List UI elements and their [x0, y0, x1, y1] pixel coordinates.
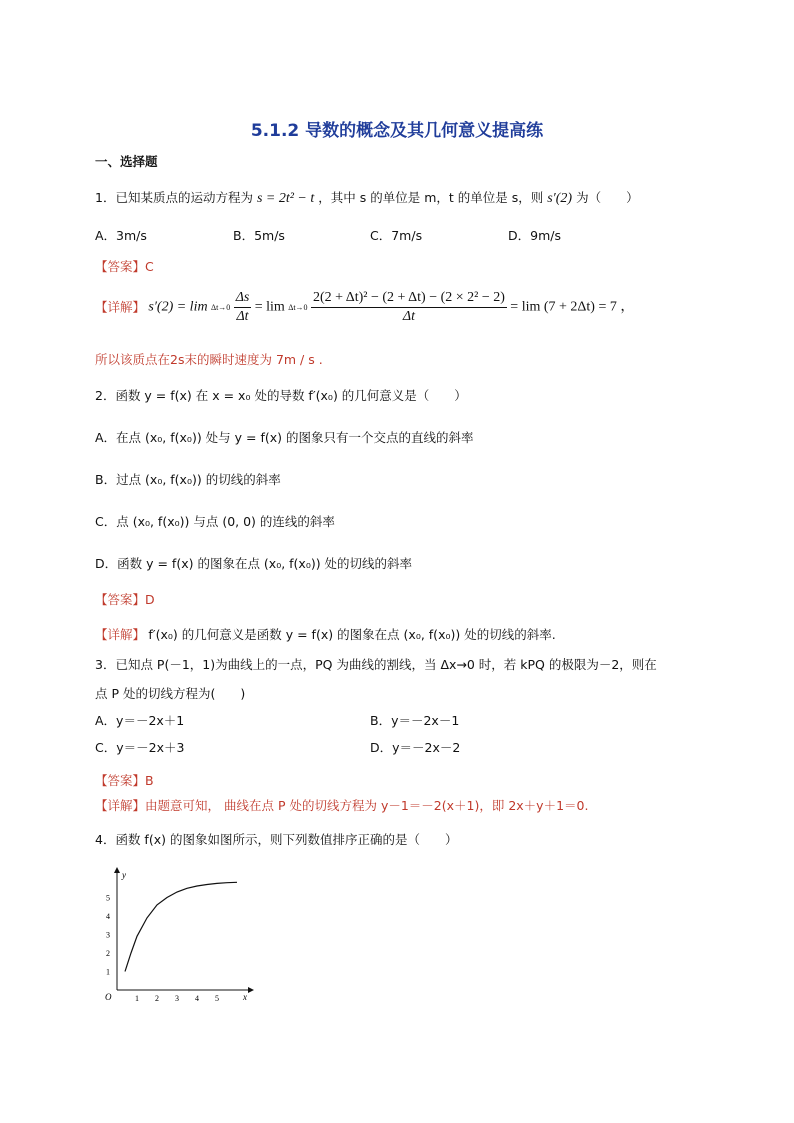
- x-tick-label: 3: [175, 994, 179, 1003]
- q3-option-b: B．y＝－2x－1: [370, 713, 460, 728]
- q3-answer-value: B: [145, 773, 154, 788]
- question-4-stem: 4．函数 f(x) 的图象如图所示，则下列数值排序正确的是（ ）: [95, 832, 458, 847]
- q1-frac1-num: Δs: [234, 290, 252, 308]
- q1-option-a: A．3m/s: [95, 228, 147, 243]
- question-1-stem: [95, 188, 639, 207]
- graph-axes: [117, 868, 253, 990]
- q2-answer-label: 【答案】: [95, 592, 146, 607]
- q1-answer-value: C: [145, 259, 154, 274]
- q2-option-a: A．在点 (x₀, f(x₀)) 处与 y = f(x) 的图象只有一个交点的直线的斜率: [95, 430, 474, 445]
- q1-frac2-num: 2(2 + Δt)² − (2 + Δt) − (2 × 2² − 2): [311, 290, 507, 308]
- q1-answer-label: 【答案】: [95, 259, 146, 274]
- q1-stem-b: ，其中 s 的单位是 m，t 的单位是 s，则: [318, 190, 544, 205]
- graph-x-label: x: [243, 992, 247, 1002]
- q1-option-d: D．9m/s: [508, 228, 561, 243]
- graph-origin-label: O: [105, 992, 112, 1002]
- x-tick-label: 1: [135, 994, 139, 1003]
- q3-answer: [95, 771, 154, 789]
- q1-conclusion: 所以该质点在2s末的瞬时速度为 7m / s .: [95, 352, 323, 367]
- q1-option-b: B．5m/s: [233, 228, 285, 243]
- function-graph: [95, 862, 265, 1012]
- graph-y-label: y: [122, 870, 126, 880]
- q1-lim-sub-2: Δt→0: [288, 302, 308, 312]
- y-tick-label: 5: [106, 893, 110, 903]
- q1-fraction-2: [311, 290, 507, 325]
- q1-frac1-den: Δt: [236, 309, 249, 324]
- section-heading: 一、选择题: [95, 154, 158, 169]
- q1-eq2: = lim: [254, 299, 285, 315]
- q3-answer-label: 【答案】: [95, 773, 146, 788]
- q2-option-b: B．过点 (x₀, f(x₀)) 的切线的斜率: [95, 472, 281, 487]
- q3-detail-label: 【详解】: [95, 798, 146, 813]
- q3-option-c: C．y＝－2x＋3: [95, 740, 185, 755]
- y-tick-label: 3: [106, 930, 110, 940]
- x-tick-label: 4: [195, 994, 199, 1003]
- page-title: 5.1.2 导数的概念及其几何意义提高练: [250, 121, 544, 141]
- q3-option-a: A．y＝－2x＋1: [95, 713, 185, 728]
- q2-answer-value: D: [145, 592, 155, 607]
- x-tick-label: 5: [215, 994, 219, 1003]
- q2-option-c: C．点 (x₀, f(x₀)) 与点 (0, 0) 的连线的斜率: [95, 514, 335, 529]
- question-3-stem-line-1: 3．已知点 P(－1，1)为曲线上的一点，PQ 为曲线的割线，当 Δx→0 时，若 kPQ 的极限为－2，则在: [95, 657, 657, 672]
- q3-detail-text: 由题意可知， 曲线在点 P 处的切线方程为 y－1＝－2(x＋1)，即 2x＋y＋1＝0.: [145, 798, 589, 813]
- q1-stem-a: 1．已知某质点的运动方程为: [95, 190, 253, 205]
- q3-detail: [95, 796, 588, 814]
- q1-target: s′(2): [547, 191, 573, 206]
- q3-option-d: D．y＝－2x－2: [370, 740, 461, 755]
- q1-answer: [95, 257, 154, 275]
- q1-detail-lhs: s′(2) = lim: [148, 299, 208, 315]
- q2-answer: [95, 590, 155, 608]
- q1-lim-sub-1: Δt→0: [210, 302, 231, 312]
- q1-frac2-den: Δt: [402, 309, 415, 324]
- q1-eq3: = lim (7 + 2Δt) = 7 ，: [510, 299, 635, 315]
- q2-detail-text: f′(x₀) 的几何意义是函数 y = f(x) 的图象在点 (x₀, f(x₀)) 处的切线的斜率.: [148, 627, 556, 642]
- q1-option-c: C．7m/s: [370, 228, 423, 243]
- q2-option-d: D．函数 y = f(x) 的图象在点 (x₀, f(x₀)) 处的切线的斜率: [95, 556, 413, 571]
- q1-stem-c: 为（ ）: [576, 190, 639, 205]
- question-3-stem-line-2: 点 P 处的切线方程为( ): [95, 686, 246, 701]
- q2-detail-label: 【详解】: [95, 627, 146, 642]
- graph-ticks: [106, 894, 219, 1004]
- q1-detail-label: 【详解】: [95, 299, 146, 315]
- y-tick-label: 4: [106, 912, 110, 921]
- q1-detail: [95, 290, 634, 325]
- function-curve: [125, 882, 237, 971]
- x-tick-label: 2: [155, 994, 159, 1003]
- y-tick-label: 2: [106, 949, 110, 958]
- q1-formula: s = 2t² − t: [256, 191, 315, 206]
- y-tick-label: 1: [106, 967, 110, 977]
- q2-detail: [95, 625, 556, 643]
- question-2-stem: 2．函数 y = f(x) 在 x = x₀ 处的导数 f′(x₀) 的几何意义是（ ）: [95, 388, 467, 403]
- q1-fraction-1: [234, 290, 252, 325]
